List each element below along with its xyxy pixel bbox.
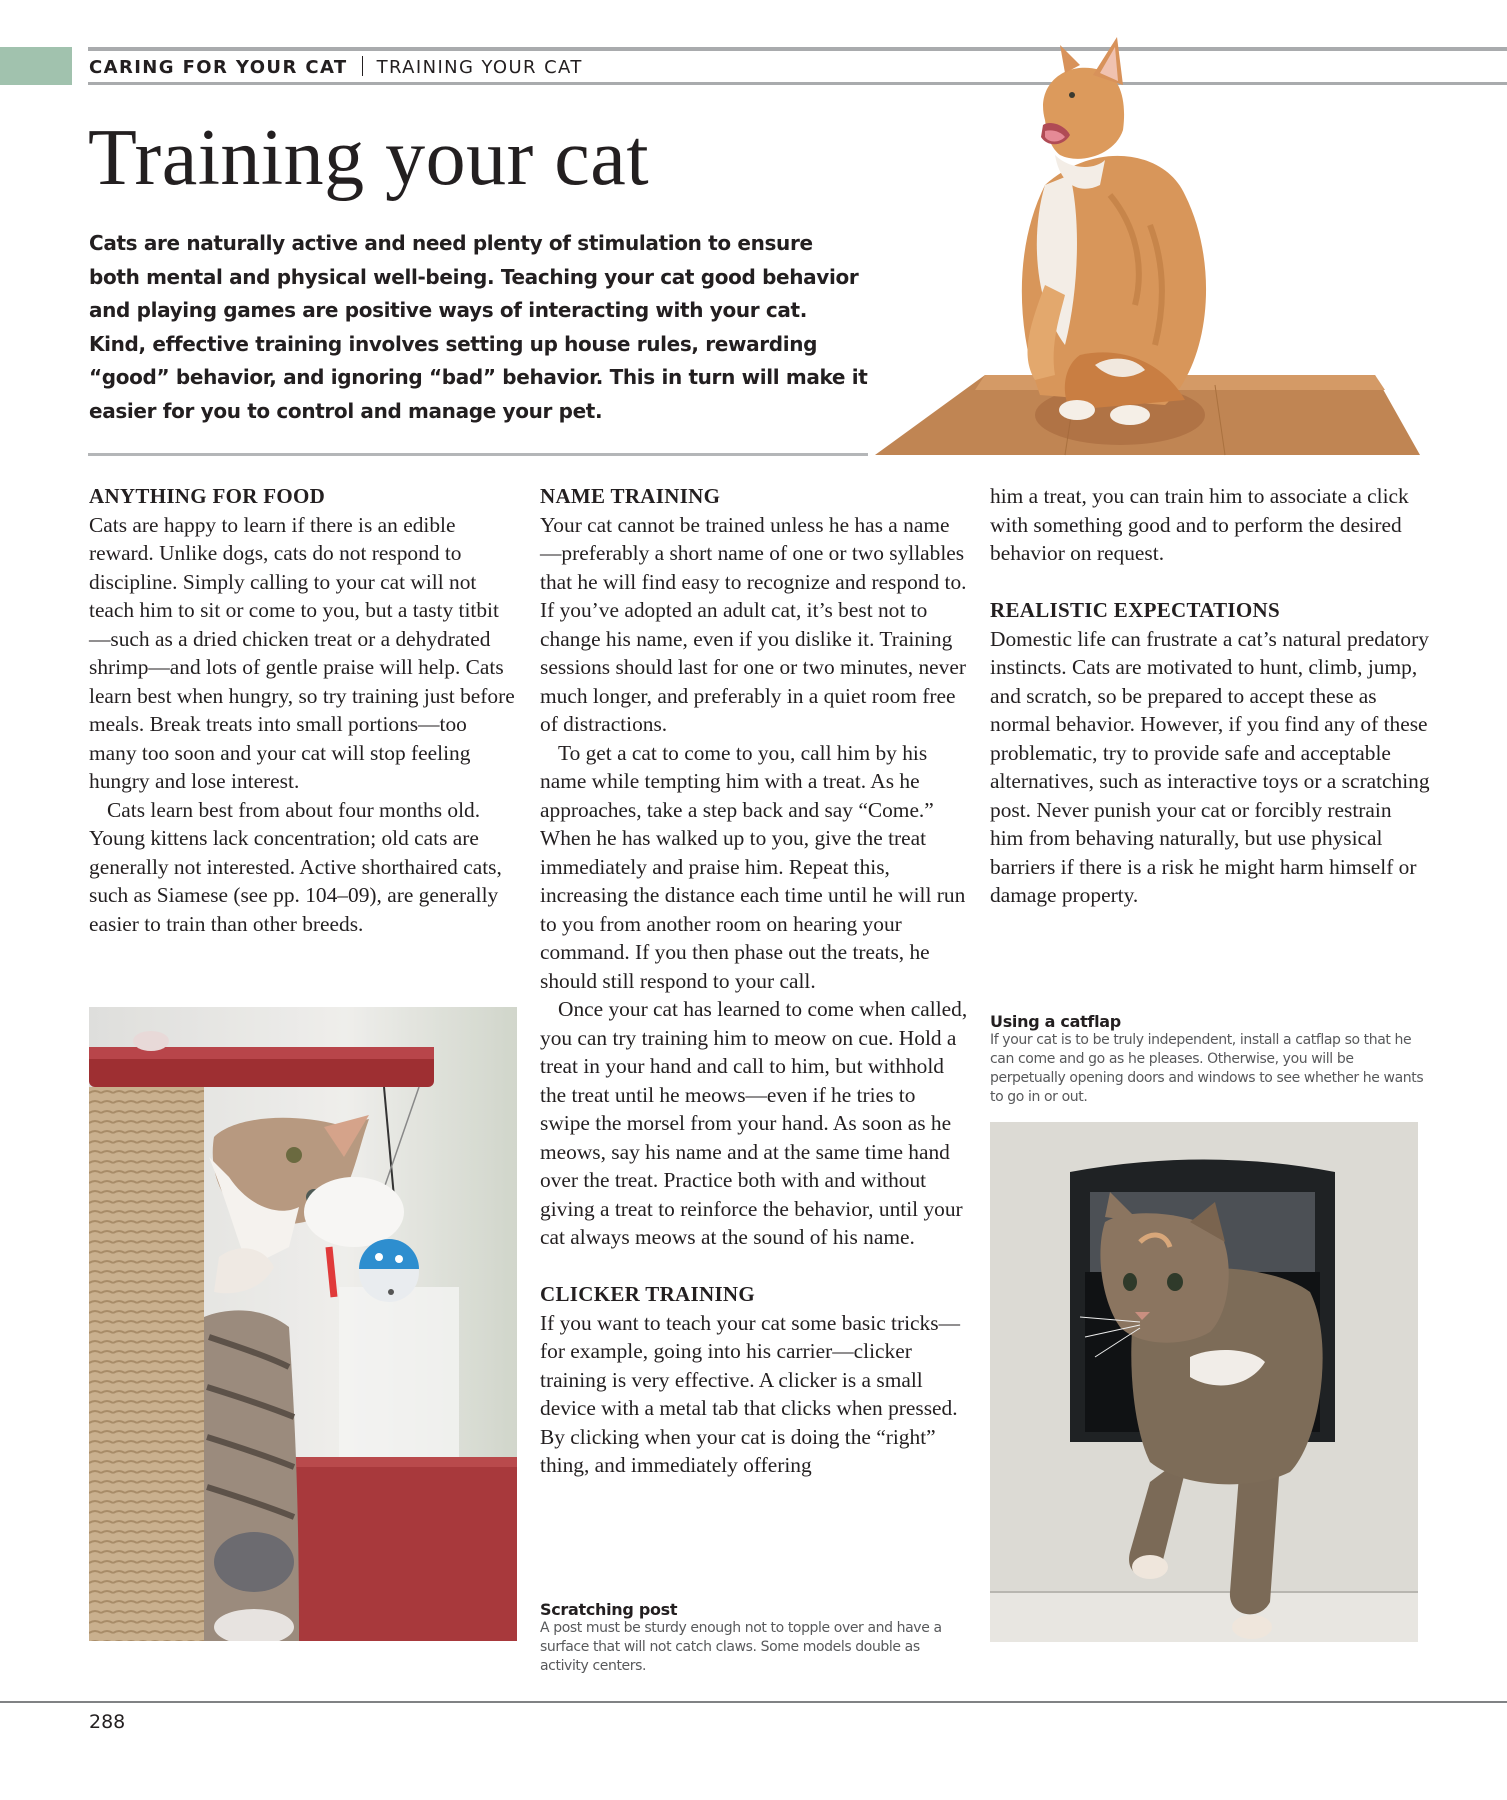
heading-realistic-expectations: REALISTIC EXPECTATIONS xyxy=(990,598,1280,622)
catflap-photo xyxy=(990,1122,1418,1642)
heading-clicker-training: CLICKER TRAINING xyxy=(540,1282,756,1306)
cat-through-catflap-image xyxy=(990,1122,1418,1642)
scratching-post-caption xyxy=(540,1600,960,1676)
caption-title: Using a catflap xyxy=(990,1012,1121,1031)
section-gap xyxy=(990,568,1430,597)
footer-rule xyxy=(0,1701,1507,1703)
hero-cat-photo xyxy=(865,25,1425,460)
caption-text: If your cat is to be truly independent, install a catflap so that he can come and go as he pleases. Otherwise, you will be perpetually opening doors and windows to see whether he wants to go in or out. xyxy=(990,1032,1424,1105)
intro-paragraph: Cats are naturally active and need plenty of stimulation to ensure both mental and physical well-being. Teaching your cat good behavior and playing games are positive ways of interacting with your cat. Kind, effective training involves setting up house rules, rewarding “good” behavior, and ignoring “bad” behavior. This in turn will make it easier for you to control and manage your pet. xyxy=(89,231,868,423)
page-number: 288 xyxy=(89,1711,126,1733)
breadcrumb xyxy=(89,56,583,78)
caption-text: A post must be sturdy enough not to topple over and have a surface that will not catch claws. Some models double as activity centers. xyxy=(540,1620,942,1674)
ginger-cat-image xyxy=(865,25,1425,460)
catflap-caption xyxy=(990,1012,1430,1107)
column-1 xyxy=(89,482,519,938)
caption-title: Scratching post xyxy=(540,1600,678,1619)
clicker-paragraph-1: If you want to teach your cat some basic tricks—for example, going into his carrier—clicker training is very effective. A clicker is a small device with a metal tab that clicks when pressed. By clicking when your cat is doing the “right” thing, and immediately offering xyxy=(540,1310,960,1477)
clicker-paragraph-continued: him a treat, you can train him to associate a click with something good and to perform the desired behavior on request. xyxy=(990,484,1409,565)
name-paragraph-2: To get a cat to come to you, call him by his name while tempting him with a treat. As he approaches, take a step back and say “Come.” When he has walked up to you, give the treat immediately and praise him. Repeat this, increasing the distance each time until he will run to you from another room on hearing your command. If you then phase out the treats, he should still respond to your call. xyxy=(540,740,966,993)
section-divider xyxy=(88,453,868,456)
breadcrumb-section: CARING FOR YOUR CAT xyxy=(89,57,348,78)
page-title: Training your cat xyxy=(88,114,650,202)
heading-name-training: NAME TRAINING xyxy=(540,484,721,508)
section-gap xyxy=(540,1252,970,1281)
scratching-post-photo xyxy=(89,1007,517,1641)
food-paragraph-2: Cats learn best from about four months old. Young kittens lack concentration; old cats are generally not interested. Active shorthaired cats, such as Siamese (see pp. 104–09), are generally easier to train than other breeds. xyxy=(89,797,502,936)
breadcrumb-subsection: TRAINING YOUR CAT xyxy=(376,57,583,78)
heading-anything-for-food: ANYTHING FOR FOOD xyxy=(89,484,326,508)
section-color-tab xyxy=(0,47,72,85)
breadcrumb-separator xyxy=(362,56,363,76)
column-2 xyxy=(540,482,970,1480)
kitten-scratching-post-image xyxy=(89,1007,517,1641)
column-3 xyxy=(990,482,1430,910)
food-paragraph-1: Cats are happy to learn if there is an edible reward. Unlike dogs, cats do not respond to discipline. Simply calling to your cat will not teach him to sit or come to you, but a tasty titbit—such as a dried chicken treat or a dehydrated shrimp—and lots of gentle praise will help. Cats learn best when hungry, so try training just before meals. Break treats into small portions—too many too soon and your cat will stop feeling hungry and lose interest. xyxy=(89,512,515,793)
name-paragraph-3: Once your cat has learned to come when called, you can try training him to meow on cue. Hold a treat in your hand and call to him, but withhold the treat until he meows—even if he tries to swipe the morsel from your hand. As soon as he meows, say his name and at the same time hand over the treat. Practice both with and without giving a treat to reinforce the behavior, until your cat always meows at the sound of his name. xyxy=(540,997,968,1249)
name-paragraph-1: Your cat cannot be trained unless he has a name—preferably a short name of one or two syllables that he will find easy to recognize and respond to. If you’ve adopted an adult cat, it’s best not to change his name, even if you dislike it. Training sessions should last for one or two minutes, never much longer, and preferably in a quiet room free of distractions. xyxy=(540,512,967,736)
realistic-paragraph-1: Domestic life can frustrate a cat’s natural predatory instincts. Cats are motivated to hunt, climb, jump, and scratch, so be prepared to accept these as normal behavior. However, if you find any of these problematic, try to provide safe and acceptable alternatives, such as interactive toys or a scratching post. Never punish your cat or forcibly restrain him from behaving naturally, but use physical barriers if there is a risk he might harm himself or damage property. xyxy=(990,626,1430,907)
